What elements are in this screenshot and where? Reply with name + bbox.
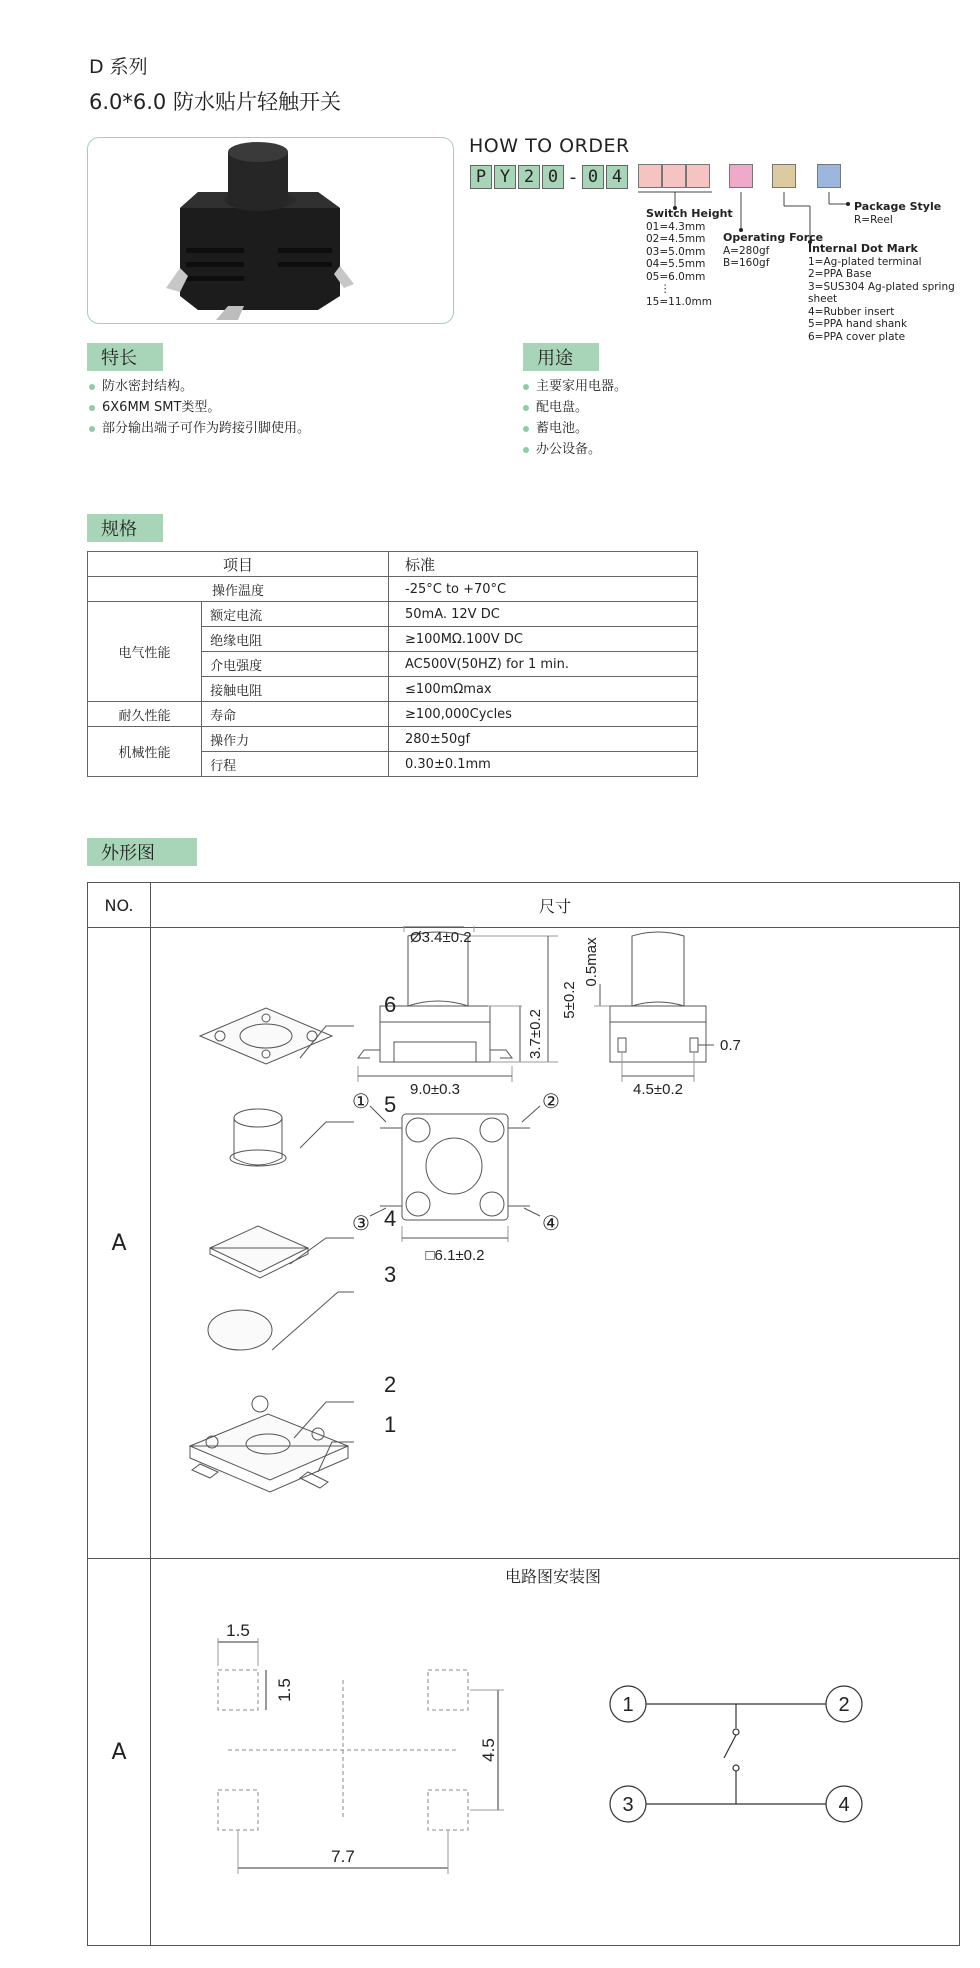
outline-label: 外形图 bbox=[87, 838, 197, 866]
height-swatch bbox=[638, 164, 662, 188]
option: 03=5.0mm bbox=[646, 245, 706, 258]
table-row bbox=[88, 552, 698, 577]
row-label: A bbox=[88, 928, 151, 1559]
option: A=280gf bbox=[723, 244, 770, 257]
no-header: NO. bbox=[88, 883, 151, 928]
spec-header-item: 项目 bbox=[88, 552, 389, 577]
product-photo bbox=[88, 138, 452, 322]
side-view bbox=[594, 932, 714, 1082]
internal-dot-legend bbox=[808, 243, 980, 343]
code-char: Y bbox=[494, 165, 516, 189]
option: 02=4.5mm bbox=[646, 233, 706, 245]
height-swatch-group bbox=[638, 164, 710, 188]
option: 5=PPA hand shank bbox=[808, 318, 908, 330]
option: 3=SUS304 Ag-plated spring sheet bbox=[808, 280, 955, 305]
part-number: 3 bbox=[384, 1262, 397, 1287]
part-3-sheet bbox=[208, 1310, 272, 1350]
height-swatch bbox=[686, 164, 710, 188]
uses-list bbox=[523, 376, 627, 460]
package-title: Package Style bbox=[854, 200, 942, 213]
spec-label: 规格 bbox=[87, 514, 163, 542]
height-swatch bbox=[662, 164, 686, 188]
internal-dot-title: Internal Dot Mark bbox=[808, 242, 918, 255]
schematic bbox=[610, 1686, 862, 1822]
dim-width: 9.0±0.3 bbox=[410, 1081, 460, 1098]
spec-item: 操作温度 bbox=[88, 577, 389, 602]
table-row bbox=[88, 577, 698, 602]
option: 04=5.5mm bbox=[646, 258, 706, 270]
spec-value: 280±50gf bbox=[389, 727, 698, 752]
pad-horizontal-spacing: 7.7 bbox=[331, 1847, 355, 1866]
package-swatch bbox=[817, 164, 841, 188]
operating-force-title: Operating Force bbox=[723, 231, 824, 244]
table-row bbox=[88, 602, 698, 627]
outline-drawing bbox=[148, 926, 958, 1550]
option: 01=4.3mm bbox=[646, 220, 706, 233]
option: 05=6.0mm bbox=[646, 270, 706, 283]
part-number: 5 bbox=[384, 1092, 397, 1117]
spec-item: 行程 bbox=[202, 752, 389, 777]
code-char: P bbox=[470, 165, 492, 189]
part-number: 2 bbox=[384, 1372, 397, 1397]
option: 15=11.0mm bbox=[646, 295, 712, 308]
features-list bbox=[89, 376, 310, 439]
series-label: D 系列 bbox=[89, 56, 148, 78]
part-5-shank bbox=[230, 1109, 286, 1166]
option: 1=Ag-plated terminal bbox=[808, 255, 922, 268]
part-number: 4 bbox=[384, 1206, 397, 1231]
part-number: 1 bbox=[384, 1412, 397, 1437]
force-swatch bbox=[729, 164, 753, 188]
spec-group: 机械性能 bbox=[88, 727, 202, 777]
spec-value: -25°C to +70°C bbox=[389, 577, 698, 602]
code-dash: - bbox=[569, 166, 577, 188]
list-item: 蓄电池。 bbox=[523, 418, 627, 439]
option: 2=PPA Base bbox=[808, 268, 872, 280]
list-item: 防水密封结构。 bbox=[89, 376, 310, 397]
pad-layout bbox=[218, 1670, 468, 1830]
spec-group: 电气性能 bbox=[88, 602, 202, 702]
circuit-drawing bbox=[148, 1600, 958, 1960]
uses-label: 用途 bbox=[523, 343, 599, 371]
node-label: 3 bbox=[622, 1794, 634, 1816]
size-header: 尺寸 bbox=[151, 883, 960, 928]
option: R=Reel bbox=[854, 213, 893, 226]
dim-side-width: 4.5±0.2 bbox=[633, 1081, 683, 1098]
part-6-cover bbox=[200, 1008, 332, 1064]
table-row bbox=[88, 702, 698, 727]
spec-value: ≥100MΩ.100V DC bbox=[389, 627, 698, 652]
switch-height-title: Switch Height bbox=[646, 207, 733, 220]
dim-bottom-square: □6.1±0.2 bbox=[425, 1247, 485, 1264]
spec-value: ≤100mΩmax bbox=[389, 677, 698, 702]
spec-item: 操作力 bbox=[202, 727, 389, 752]
pin-label: ③ bbox=[352, 1213, 370, 1235]
product-photo-frame bbox=[87, 137, 454, 324]
features-label: 特长 bbox=[87, 343, 163, 371]
list-item: 办公设备。 bbox=[523, 439, 627, 460]
code-char: 4 bbox=[606, 165, 628, 189]
pin-label: ① bbox=[352, 1091, 370, 1113]
dim-height-total: 5±0.2 bbox=[561, 981, 578, 1019]
spec-value: 0.30±0.1mm bbox=[389, 752, 698, 777]
dim-height-body: 3.7±0.2 bbox=[527, 1009, 544, 1059]
part-number: 6 bbox=[384, 992, 397, 1017]
pin-label: ② bbox=[542, 1091, 560, 1113]
spec-item: 接触电阻 bbox=[202, 677, 389, 702]
option: B=160gf bbox=[723, 257, 770, 269]
node-label: 4 bbox=[838, 1794, 850, 1816]
part-2-1-base bbox=[190, 1396, 348, 1492]
row-label: A bbox=[88, 1559, 151, 1946]
dim-side-small: 0.7 bbox=[720, 1037, 741, 1054]
spec-item: 额定电流 bbox=[202, 602, 389, 627]
spec-value: ≥100,000Cycles bbox=[389, 702, 698, 727]
code-char: 0 bbox=[542, 165, 564, 189]
spec-group: 耐久性能 bbox=[88, 702, 202, 727]
product-title: 6.0*6.0 防水贴片轻触开关 bbox=[89, 90, 341, 114]
spec-value: 50mA. 12V DC bbox=[389, 602, 698, 627]
spec-table bbox=[87, 551, 698, 777]
option: 6=PPA cover plate bbox=[808, 330, 906, 343]
how-to-order-heading: HOW TO ORDER bbox=[469, 135, 630, 157]
pad-width-dim: 1.5 bbox=[226, 1621, 250, 1640]
list-item: 6X6MM SMT类型。 bbox=[89, 397, 310, 418]
package-legend bbox=[854, 201, 941, 226]
spec-item: 绝缘电阻 bbox=[202, 627, 389, 652]
spec-value: AC500V(50HZ) for 1 min. bbox=[389, 652, 698, 677]
switch-height-legend bbox=[646, 208, 733, 308]
option: ⋮ bbox=[660, 283, 671, 295]
part-4-insert bbox=[210, 1226, 308, 1278]
list-item: 部分输出端子可作为跨接引脚使用。 bbox=[89, 418, 310, 439]
order-code bbox=[470, 164, 630, 190]
pad-vertical-spacing: 4.5 bbox=[479, 1738, 498, 1762]
dim-cap-dia: Ø3.4±0.2 bbox=[410, 929, 472, 946]
option: 4=Rubber insert bbox=[808, 305, 895, 318]
pin-label: ④ bbox=[542, 1213, 560, 1235]
spec-item: 介电强度 bbox=[202, 652, 389, 677]
circuit-title: 电路图安装图 bbox=[504, 1567, 601, 1586]
dot-swatch bbox=[772, 164, 796, 188]
node-label: 1 bbox=[622, 1694, 634, 1716]
list-item: 主要家用电器。 bbox=[523, 376, 627, 397]
pad-height-dim: 1.5 bbox=[275, 1678, 294, 1702]
table-row bbox=[88, 727, 698, 752]
node-label: 2 bbox=[838, 1694, 850, 1716]
dim-side-max: 0.5max bbox=[583, 937, 600, 987]
spec-header-standard: 标准 bbox=[389, 552, 698, 577]
code-char: 0 bbox=[582, 165, 604, 189]
spec-item: 寿命 bbox=[202, 702, 389, 727]
table-row bbox=[88, 883, 960, 928]
pad-dims bbox=[218, 1638, 504, 1874]
list-item: 配电盘。 bbox=[523, 397, 627, 418]
code-char: 2 bbox=[518, 165, 540, 189]
